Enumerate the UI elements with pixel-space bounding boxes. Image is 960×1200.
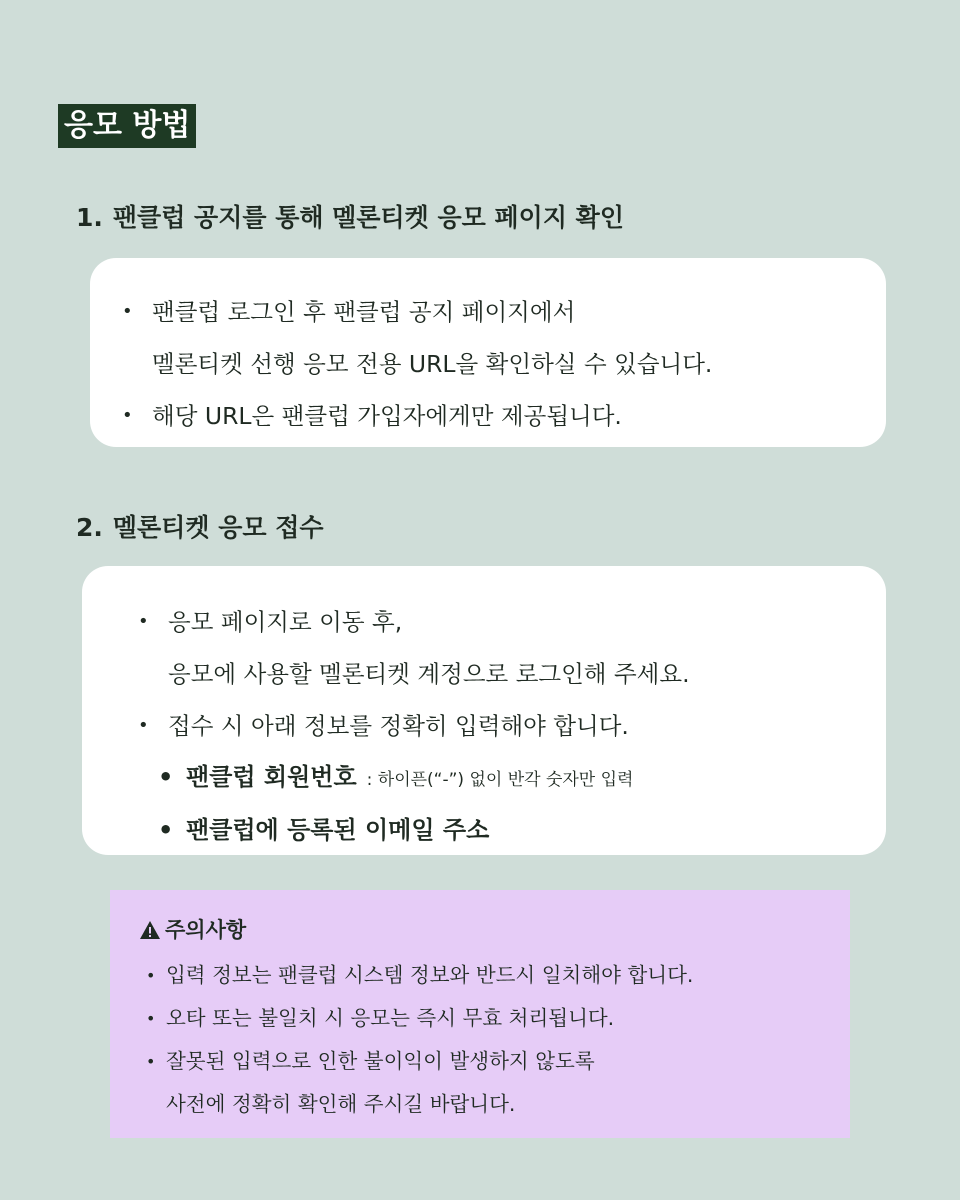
caution-item	[140, 997, 826, 1040]
step2-card	[82, 566, 886, 855]
list-item-line: • 접수 시 아래 정보를 정확히 입력해야 합니다.	[168, 712, 629, 740]
caution-line: 사전에 정확히 확인해 주시길 바랍니다.	[166, 1092, 516, 1116]
list-item	[138, 700, 856, 752]
step1-heading	[76, 198, 624, 234]
caution-line: • 오타 또는 불일치 시 응모는 즉시 무효 처리됩니다.	[166, 1006, 615, 1030]
step1-number: 1.	[76, 203, 103, 232]
caution-title: 주의사항	[165, 918, 247, 942]
required-info-label: 팬클럽에 등록된 이메일 주소	[186, 816, 490, 844]
step1-list	[122, 286, 856, 442]
list-item-line: • 팬클럽 로그인 후 팬클럽 공지 페이지에서	[152, 298, 576, 326]
caution-heading	[140, 912, 826, 948]
caution-line: • 입력 정보는 팬클럽 시스템 정보와 반드시 일치해야 합니다.	[166, 963, 694, 987]
step2-list	[138, 596, 856, 752]
step1-title: 팬클럽 공지를 통해 멜론티켓 응모 페이지 확인	[112, 203, 624, 232]
step2-number: 2.	[76, 513, 103, 542]
required-info-note: : 하이픈(“-”) 없이 반각 숫자만 입력	[366, 770, 634, 790]
list-item-line: 응모에 사용할 멜론티켓 계정으로 로그인해 주세요.	[168, 660, 690, 688]
caution-item	[140, 954, 826, 997]
list-item-line: • 해당 URL은 팬클럽 가입자에게만 제공됩니다.	[152, 402, 622, 430]
caution-item	[140, 1040, 826, 1126]
required-info-list	[138, 752, 856, 855]
step1-card	[90, 258, 886, 447]
list-item-line: • 응모 페이지로 이동 후,	[168, 608, 403, 636]
caution-list	[140, 954, 826, 1126]
list-item	[138, 596, 856, 700]
step2-title: 멜론티켓 응모 접수	[112, 513, 324, 542]
step2-heading	[76, 508, 324, 544]
list-item	[122, 390, 856, 442]
list-item	[122, 286, 856, 390]
required-info-label: 팬클럽 회원번호	[186, 763, 357, 791]
page-title: 응모 방법	[58, 104, 196, 148]
caution-line: • 잘못된 입력으로 인한 불이익이 발생하지 않도록	[166, 1049, 595, 1073]
caution-box	[110, 890, 850, 1138]
required-info-item	[158, 805, 856, 855]
list-item-line: 멜론티켓 선행 응모 전용 URL을 확인하실 수 있습니다.	[152, 350, 713, 378]
required-info-item	[158, 752, 856, 805]
warning-icon	[140, 921, 160, 939]
